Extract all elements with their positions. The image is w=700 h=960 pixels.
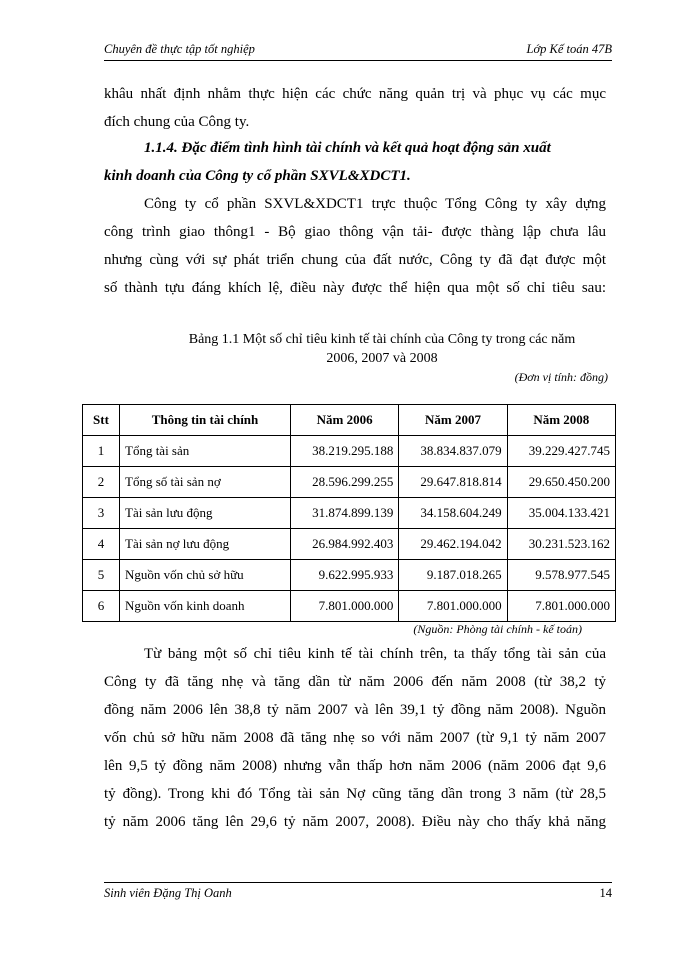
para2-line-7: tỷ năm 2006 tăng lên 29,6 tỷ năm 2007, 2008). Điều này cho thấy khả năng	[104, 814, 606, 830]
table-caption-line-2: 2006, 2007 và 2008	[326, 351, 438, 366]
cell-2006: 31.874.899.139	[291, 498, 399, 529]
source-note: (Nguồn: Phòng tài chính - kế toán)	[413, 622, 582, 636]
para2-line-4: vốn chủ sở hữu năm 2008 đã tăng nhẹ so với năm 2007 (từ 9,1 tỷ năm 2007	[104, 730, 606, 746]
cell-stt: 4	[83, 529, 120, 560]
header-course-title: Chuyên đề thực tập tốt nghiệp	[104, 42, 255, 56]
para2-line-3: đồng năm 2006 lên 38,8 tỷ năm 2007 và lên 39,1 tỷ đồng năm 2008). Nguồn	[104, 702, 606, 718]
para2-line-2: Công ty đã tăng nhẹ và tăng dần từ năm 2006 đến năm 2008 (từ 38,2 tỷ	[104, 674, 606, 690]
intro-line-1: khâu nhất định nhằm thực hiện các chức năng quản trị và phục vụ các mục	[104, 86, 606, 102]
table-caption-line-1: Bảng 1.1 Một số chỉ tiêu kinh tế tài chính của Công ty trong các năm	[188, 332, 576, 347]
cell-2006: 38.219.295.188	[291, 436, 399, 467]
cell-2006: 9.622.995.933	[291, 560, 399, 591]
para1-line-4: số thành tựu đáng khích lệ, điều này được thể hiện qua một số chỉ tiêu sau:	[104, 280, 606, 296]
cell-2007: 7.801.000.000	[399, 591, 507, 622]
cell-stt: 6	[83, 591, 120, 622]
cell-stt: 5	[83, 560, 120, 591]
para2-line-6: tỷ đồng). Trong khi đó Tổng tài sản Nợ cũng tăng dần trong 3 năm (từ 28,5	[104, 786, 606, 802]
cell-2007: 29.647.818.814	[399, 467, 507, 498]
cell-name: Tổng số tài sản nợ	[120, 467, 291, 498]
cell-2007: 29.462.194.042	[399, 529, 507, 560]
para1-line-1: Công ty cổ phần SXVL&XDCT1 trực thuộc Tổng Công ty xây dựng	[144, 196, 606, 212]
cell-stt: 2	[83, 467, 120, 498]
para1-line-3: nhưng cùng với sự phát triển chung của đất nước, Công ty đã đạt được một	[104, 252, 606, 268]
cell-name: Nguồn vốn kinh doanh	[120, 591, 291, 622]
section-heading-line-2: kinh doanh của Công ty cổ phần SXVL&XDCT1.	[104, 168, 411, 184]
page-header	[104, 40, 612, 61]
para2-line-1: Từ bảng một số chỉ tiêu kinh tế tài chính trên, ta thấy tổng tài sản của	[144, 646, 606, 662]
cell-2008: 29.650.450.200	[507, 467, 615, 498]
footer-student-name: Sinh viên Đặng Thị Oanh	[104, 886, 232, 900]
table-row	[83, 591, 616, 622]
cell-2007: 9.187.018.265	[399, 560, 507, 591]
col-header-info: Thông tin tài chính	[120, 405, 291, 436]
cell-2007: 34.158.604.249	[399, 498, 507, 529]
para2-line-5: lên 9,5 tỷ đồng năm 2008) nhưng vẫn thấp hơn năm 2006 (năm 2006 đạt 9,6	[104, 758, 606, 774]
section-heading-line-1: 1.1.4. Đặc điểm tình hình tài chính và kết quả hoạt động sản xuất	[144, 140, 551, 156]
col-header-stt: Stt	[83, 405, 120, 436]
page-footer	[104, 882, 612, 903]
col-header-2008: Năm 2008	[507, 405, 615, 436]
table-header-row	[83, 405, 616, 436]
col-header-2006: Năm 2006	[291, 405, 399, 436]
cell-2008: 30.231.523.162	[507, 529, 615, 560]
col-header-2007: Năm 2007	[399, 405, 507, 436]
cell-2008: 9.578.977.545	[507, 560, 615, 591]
cell-name: Tổng tài sản	[120, 436, 291, 467]
cell-name: Nguồn vốn chủ sở hữu	[120, 560, 291, 591]
table-row	[83, 560, 616, 591]
table-row	[83, 436, 616, 467]
cell-2006: 7.801.000.000	[291, 591, 399, 622]
cell-2006: 28.596.299.255	[291, 467, 399, 498]
table-row	[83, 498, 616, 529]
financial-table	[82, 404, 616, 622]
page-number: 14	[599, 886, 612, 900]
cell-name: Tài sản nợ lưu động	[120, 529, 291, 560]
header-class-name: Lớp Kế toán 47B	[526, 42, 612, 56]
unit-note: (Đơn vị tính: đồng)	[514, 370, 608, 384]
cell-2008: 35.004.133.421	[507, 498, 615, 529]
cell-2008: 7.801.000.000	[507, 591, 615, 622]
cell-2006: 26.984.992.403	[291, 529, 399, 560]
cell-2008: 39.229.427.745	[507, 436, 615, 467]
table-row	[83, 529, 616, 560]
cell-stt: 1	[83, 436, 120, 467]
intro-line-2: đích chung của Công ty.	[104, 114, 250, 130]
cell-2007: 38.834.837.079	[399, 436, 507, 467]
para1-line-2: công trình giao thông1 - Bộ giao thông vận tải- được thàng lập chưa lâu	[104, 224, 606, 240]
cell-stt: 3	[83, 498, 120, 529]
table-row	[83, 467, 616, 498]
cell-name: Tài sản lưu động	[120, 498, 291, 529]
